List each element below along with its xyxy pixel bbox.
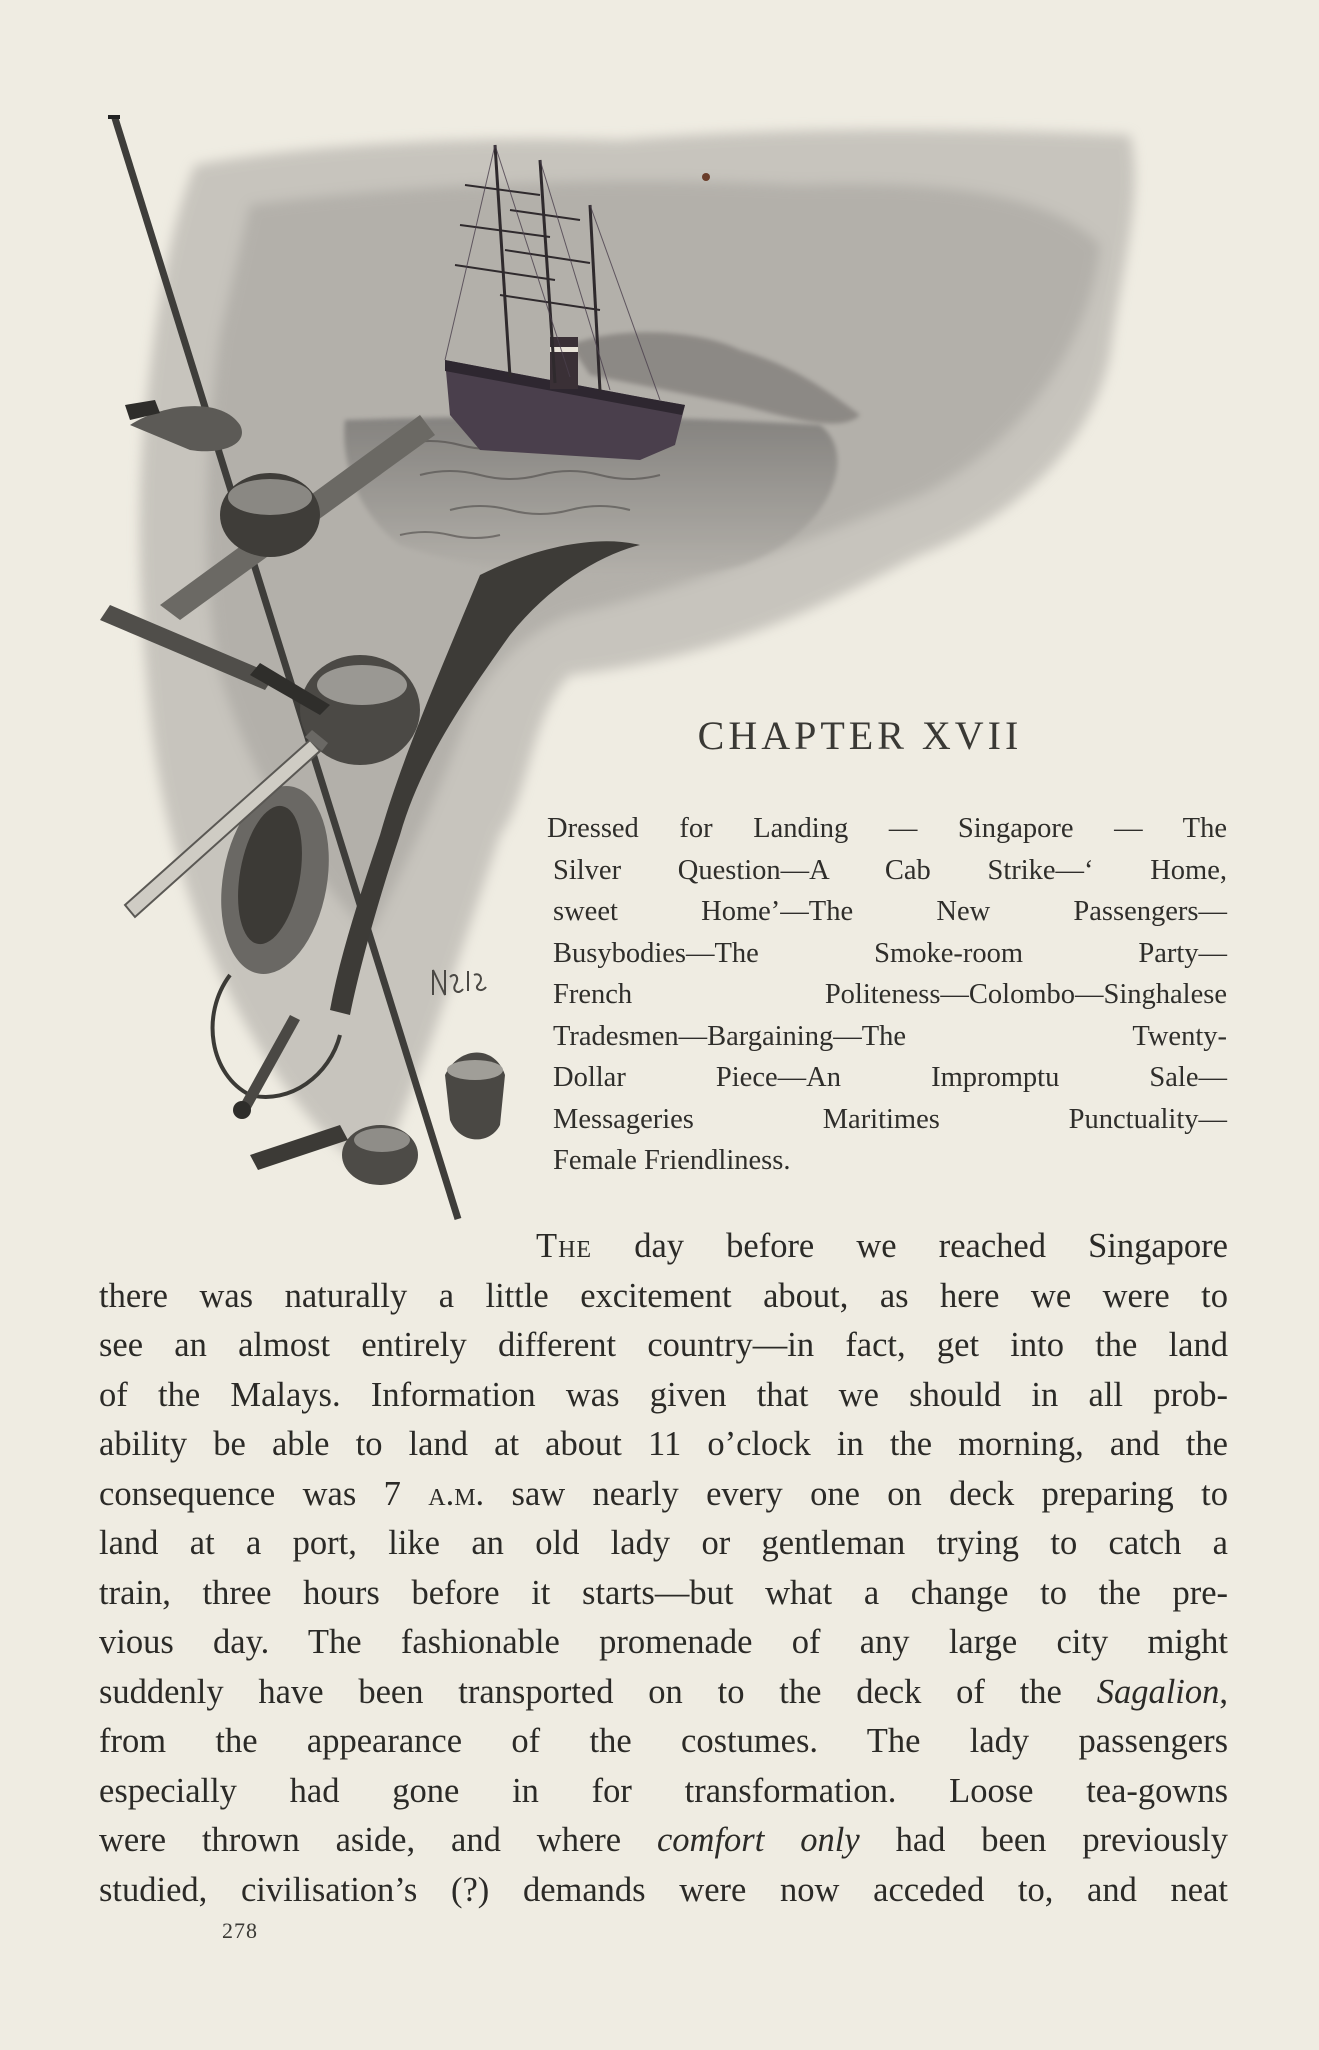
page-number: 278 [222, 1918, 258, 1943]
summary-line: Silver Question—A Cab Strike—‘ Home, [553, 854, 1227, 886]
body-line: were thrown aside, and where comfort only had been previously [99, 1821, 1228, 1859]
body-line: ability be able to land at about 11 o’clock in the morning, and the [99, 1425, 1228, 1463]
body-line: see an almost entirely different country—in fact, get into the land [99, 1326, 1228, 1364]
summary-line: Tradesmen—Bargaining—The Twenty- [553, 1020, 1227, 1052]
summary-line: Dollar Piece—An Impromptu Sale— [553, 1062, 1227, 1093]
small-pipe [250, 1125, 418, 1185]
body-text [99, 1222, 1228, 1915]
emphasis: comfort only [656, 1821, 860, 1859]
body-line: consequence was 7 a.m. saw nearly every one on deck preparing to [99, 1474, 1228, 1513]
body-line: especially had gone in for transformation. Loose tea-gowns [99, 1771, 1228, 1810]
body-line: of the Malays. Information was given that we should in all prob- [99, 1375, 1228, 1414]
body-line: from the appearance of the costumes. The lady passengers [99, 1722, 1228, 1760]
summary-line: French Politeness—Colombo—Singhalese [553, 979, 1227, 1010]
summary-line: Messageries Maritimes Punctuality— [553, 1103, 1227, 1135]
summary-line: Dressed for Landing — Singapore — The [547, 813, 1227, 844]
body-line: land at a port, like an old lady or gentleman trying to catch a [99, 1524, 1228, 1562]
body-line: there was naturally a little excitement about, as here we were to [99, 1276, 1228, 1315]
time-abbrev: a.m. [428, 1474, 485, 1513]
lead-word: The [536, 1227, 593, 1265]
summary-line: Busybodies—The Smoke-room Party— [553, 937, 1227, 969]
body-line: suddenly have been transported on to the deck of the Sagalion, [99, 1672, 1228, 1711]
body-line: studied, civilisation’s (?) demands were now acceded to, and neat [99, 1870, 1228, 1909]
ship-name: Sagalion [1096, 1672, 1220, 1711]
ink-speck [702, 173, 710, 181]
chapter-title: CHAPTER XVII [697, 713, 1023, 758]
body-line: The day before we reached Singapore [536, 1227, 1228, 1265]
chapter-summary [547, 808, 1227, 1182]
body-line: train, three hours before it starts—but what a change to the pre- [99, 1573, 1228, 1612]
summary-line: sweet Home’—The New Passengers— [553, 896, 1227, 927]
pipe-bowl [445, 1053, 505, 1140]
summary-line: Female Friendliness. [553, 1145, 791, 1176]
body-line: vious day. The fashionable promenade of any large city might [99, 1623, 1228, 1661]
